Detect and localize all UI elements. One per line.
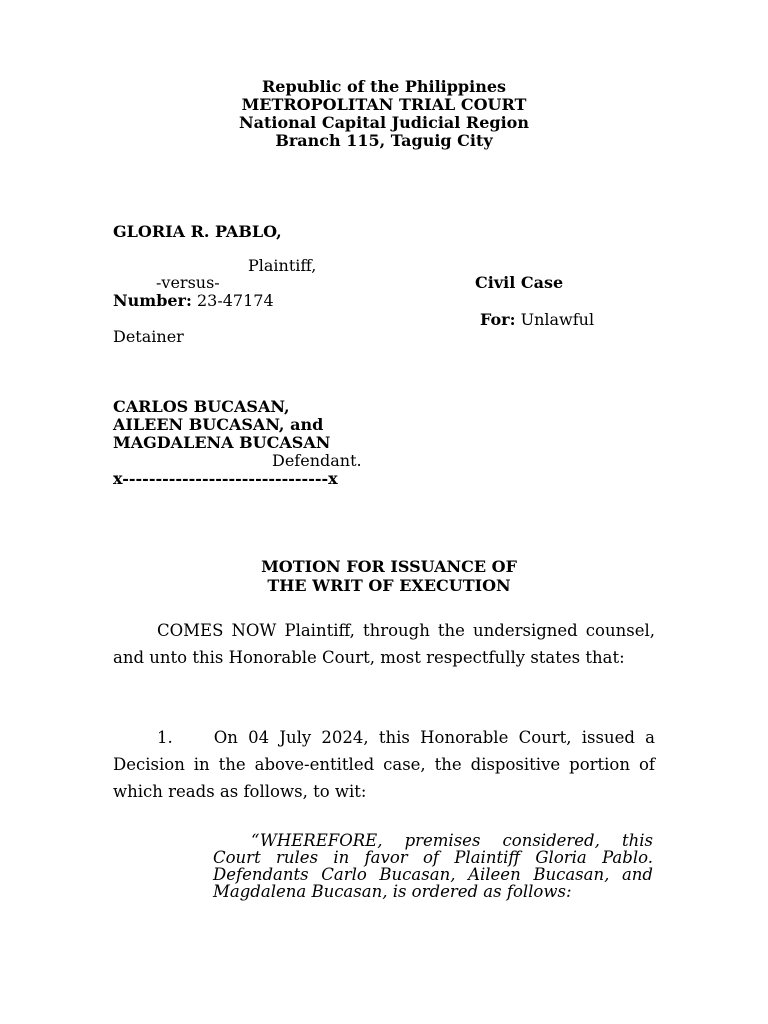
intro-text: COMES NOW Plaintiff, through the undersigned counsel, and unto this Honorable Court, most respectfully states that: — [113, 621, 655, 667]
civil-case-label: Civil Case — [475, 273, 564, 292]
case-number-value: 23-47174 — [196, 291, 274, 310]
numbered-paragraph-1 — [113, 724, 655, 805]
header-branch: Branch 115, Taguig City — [275, 131, 493, 150]
case-nature-label: For: — [480, 310, 516, 329]
motion-title — [0, 557, 768, 595]
item-1-text: On 04 July 2024, this Honorable Court, issued a Decision in the above-entitled case, the dispositive portion of which reads as follows, to wit: — [113, 728, 655, 801]
header-republic: Republic of the Philippines — [261, 77, 507, 96]
case-nature — [480, 310, 594, 329]
defendant-label: Defendant. — [272, 451, 362, 470]
plaintiff-name: GLORIA R. PABLO, — [113, 222, 282, 241]
case-nature-continued: Detainer — [113, 327, 184, 346]
intro-paragraph — [113, 617, 655, 671]
quote-text: “WHEREFORE, premises considered, this Court rules in favor of Plaintiff Gloria Pablo. Defendants Carlo Bucasan, Aileen Bucasan, and Magdalena Bucasan, is ordered as follows: — [213, 831, 653, 901]
quoted-decision — [213, 832, 653, 900]
header-court: METROPOLITAN TRIAL COURT — [241, 95, 527, 114]
caption-separator: x-------------------------------x — [113, 469, 338, 488]
plaintiff-label: Plaintiff, — [248, 256, 317, 275]
defendant-2: AILEEN BUCASAN, and — [113, 415, 324, 434]
versus-label: -versus- — [156, 273, 220, 292]
case-number — [113, 291, 274, 310]
header-region: National Capital Judicial Region — [239, 113, 529, 132]
case-nature-value: Unlawful — [520, 310, 595, 329]
motion-title-line-1: MOTION FOR ISSUANCE OF — [261, 557, 517, 576]
motion-title-line-2: THE WRIT OF EXECUTION — [267, 576, 511, 595]
item-1-number: 1. — [157, 728, 173, 747]
case-number-label: Number: — [113, 291, 192, 310]
defendant-3: MAGDALENA BUCASAN — [113, 433, 331, 452]
court-header — [0, 78, 768, 150]
defendant-1: CARLOS BUCASAN, — [113, 397, 290, 416]
